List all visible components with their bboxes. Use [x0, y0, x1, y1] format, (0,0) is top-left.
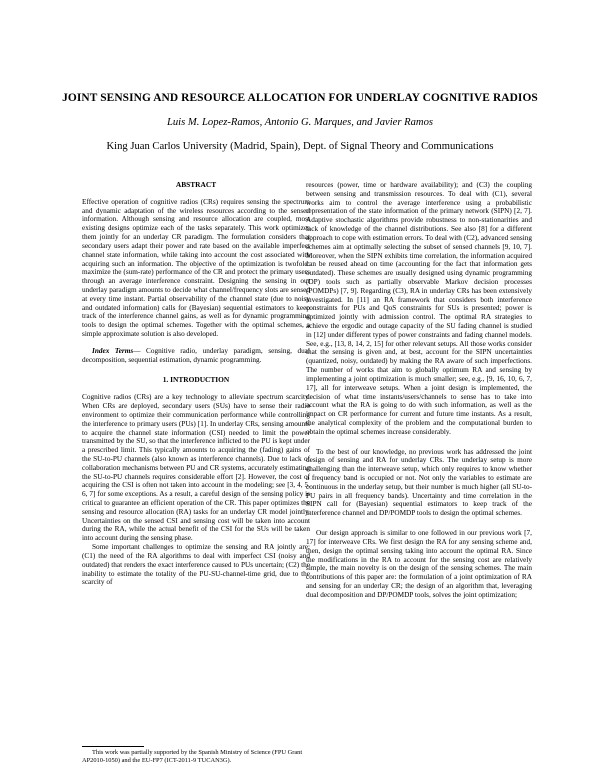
- footnote: [82, 749, 312, 765]
- footnote-text: This work was partially supported by the Spanish Ministry of Science (FPU Grant AP2010-1050) and the EU-FP7 (ICT-2011-9 TUCAN3G).: [82, 749, 303, 764]
- right-paragraph-2: To the best of our knowledge, no previous work has addressed the joint design of sensing and RA for underlay CRs. The underlay setup is more challenging than the interweave setup, which only requires to know whether a frequency band is occupied or not. Not only the variables to estimate are continuous in the underlay setup, but their number is much higher (all SU-to-PU pairs in all frequency bands). Uncertainty and time correlation in the SIPN call for (Bayesian) sequential estimators to keep track of the interference channel and DP/POMDP tools to design the optimal schemes.: [306, 447, 532, 518]
- abstract-body: Effective operation of cognitive radios (CRs) requires sensing the spectrum and dynamic adaptation of the wireless resources according to the sensed information. Although sensing and resource allocation are coupled, most existing designs optimize each of the tasks separately. This work optimizes them jointly for an underlay CR paradigm. The formulation considers that secondary users adapt their power and rate based on the available imperfect channel state information, while taking into account the cost associated with acquiring such an information. The objective of the optimization is twofold: maximize the (sum-rate) performance of the CR and protect the primary users through an average interference constraint. Designing the sensing in our underlay paradigm amounts to decide what channel/frequency slots are sensed at every time instant. Partial observability of the channel state (due to noisy and outdated information) calls for (Bayesian) sequential estimators to keep track of the interference channel gains, as well as for dynamic programming tools to design the optimal schemes. Together with the optimal schemes, a simple approximate solution is also developed.: [82, 197, 310, 338]
- paper-authors: Luis M. Lopez-Ramos, Antonio G. Marques, and Javier Ramos: [166, 117, 433, 128]
- intro-paragraph-1: Cognitive radios (CRs) are a key technology to alleviate spectrum scarcity. When CRs are deployed, secondary users (SUs) have to sense their radio environment to optimize their communication performance while controlling the interference to primary users (PUs) [1]. In underlay CRs, sensing amounts to acquire the channel state information (CSI) needed to limit the power transmitted by the SU, so that the interference inflicted to the PU is kept under a prescribed limit. This typically amounts to acquiring the (fading) gains of the SU-to-PU channels (also known as interference channels). Due to lack of collaboration mechanisms between PU and CR systems, accurately estimating the SU-to-PU channels requires considerable effort [2]. However, the cost of acquiring the CSI is often not taken into account in the modeling; see [3, 4, 5, 6, 7] for some exceptions. As a result, a careful design of the sensing policy is critical to guarantee an efficient operation of the CR. This paper optimizes the sensing and resource allocation (RA) tasks for an underlay CR model jointly. Uncertainties on the sensed CSI and sensing cost will be taken into account during the RA, while the actual benefit of the CSI for the SUs will be taken into account during the sensing phase.: [82, 393, 310, 543]
- index-terms-label: Index Terms: [92, 346, 134, 355]
- footnote-divider: [82, 746, 144, 747]
- intro-heading: 1. INTRODUCTION: [162, 375, 230, 385]
- intro-paragraph-2: Some important challenges to optimize the sensing and RA jointly are: (C1) the need of the RA algorithms to deal with imperfect CSI (noisy and outdated) that renders the exact interference caused to PUs uncertain; (C2) the inability to estimate the totality of the PU-SU-channel-time grid, due to the scarcity of: [82, 543, 310, 587]
- paper-title: JOINT SENSING AND RESOURCE ALLOCATION FOR UNDERLAY COGNITIVE RADIOS: [62, 92, 538, 104]
- left-column: [82, 181, 310, 587]
- right-paragraph-3: Our design approach is similar to one followed in our previous work [7, 17] for interweave CRs. We first design the RA for any sensing scheme and, then, design the optimal sensing taking into account the optimal RA. Since the modifications in the RA to account for the sensing cost are relatively simple, the main novelty is on the design of the sensing schemes. The main contributions of this paper are: the formulation of a joint optimization of RA and sensing for an underlay CR; the design of an algorithm that, leveraging dual decomposition and DP/POMDP tools, solves the joint optimization;: [306, 529, 532, 599]
- right-paragraph-1: resources (power, time or hardware availability); and (C3) the coupling between sensing and transmission resources. To deal with (C1), several works aim to control the average interference using a probabilistic representation of the state information of the primary network (SIPN) [2, 7]. Adaptive stochastic algorithms provide robustness to non-stationarities and lack of knowledge of the channel distributions. See also [8] for a different approach to cope with estimation errors. To deal with (C2), advanced sensing schemes aim at optimally selecting the subset of sensed channels [9, 10, 7]. Moreover, when the SIPN exhibits time correlation, the information acquired can be reused ahead on time (accounting for the fact that information gets outdated). These schemes are usually designed using dynamic programming (DP) tools such as partially observable Markov decision processes (POMDPs) [7, 9]. Regarding (C3), RA in underlay CRs has been extensively investigated. In [11] an RA framework that considers both interference constraints for PUs and QoS constraints for SUs is presented; power is optimized jointly with admission control. The optimal RA strategies to achieve the ergodic and outage capacity of the SU fading channel is studied in [12] under different types of power constraints and fading channel models. See, e.g., [13, 8, 14, 2, 15] for other relevant setups. All those works consider that the sensing is given and, at best, account for the SIPN uncertainties (quantized, noisy, outdated) by making the RA aware of such imperfections. The number of works that aim to globally optimum RA and sensing by implementing a joint optimization is much smaller; see, e.g., [9, 16, 10, 6, 7, 17], all for interweave setups. When a joint design is implemented, the decision of what time instants/users/channels to sense has to take into account what the RA is going to do with such information, as well as the impact on CR performance for current and future time instants. As a result, the analytical complexity of the problem and the computational burden to obtain the optimal schemes increase considerably.: [306, 181, 532, 436]
- index-terms-text: — Cognitive radio, underlay paradigm, sensing, dual decomposition, sequential estimation, dynamic programming.: [82, 346, 311, 364]
- abstract-heading: ABSTRACT: [175, 180, 217, 189]
- right-column: [306, 181, 532, 600]
- paper-affiliation: King Juan Carlos University (Madrid, Spain), Dept. of Signal Theory and Communications: [106, 141, 494, 152]
- index-terms: [82, 347, 310, 365]
